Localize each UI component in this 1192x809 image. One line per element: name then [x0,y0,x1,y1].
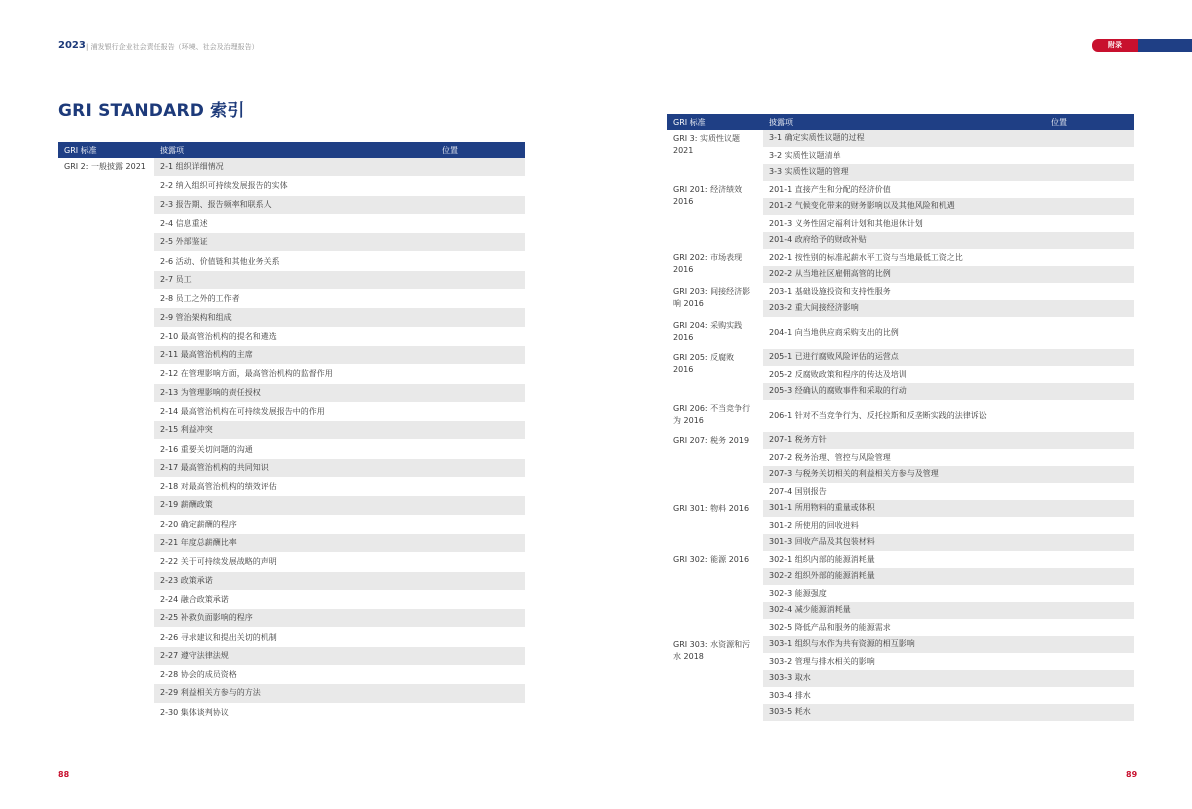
disclosure-cell: 302-1 组织内部的能源消耗量 [769,554,875,564]
disclosure-cell: 301-3 回收产品及其包装材料 [763,534,1045,551]
location-cell [436,402,525,421]
disclosure-cell: 201-2 气候变化带来的财务影响以及其他风险和机遇 [763,198,1045,215]
disclosure-cell: 2-3 报告期、报告频率和联系人 [154,196,436,215]
disclosure-cell: 2-6 活动、价值链和其他业务关系 [160,256,280,266]
section-tag-blue-bar [1138,39,1192,52]
gri-index-table-left [58,142,525,722]
location-cell [1045,317,1134,349]
disclosure-cell: 2-17 最高管治机构的共同知识 [154,459,436,478]
disclosure-cell: 2-11 最高管治机构的主席 [154,346,436,365]
location-cell [436,346,525,365]
location-cell [1045,466,1134,483]
disclosure-cell: 207-3 与税务关切相关的利益相关方参与及管理 [763,466,1045,483]
location-cell [1045,147,1134,164]
disclosure-cell: 302-4 减少能源消耗量 [763,602,1045,619]
location-cell [1045,215,1134,232]
gri-standard-cell: GRI 202: 市场表现 2016 [673,253,743,274]
location-cell [1045,500,1134,517]
disclosure-cell: 2-16 重要关切问题的沟通 [160,444,253,454]
location-cell [436,572,525,591]
header-standard: GRI 标准 [58,142,154,158]
location-cell [1045,704,1134,721]
location-cell [1045,551,1134,568]
location-cell [436,214,525,233]
disclosure-cell: 2-10 最高管治机构的提名和遴选 [160,331,277,341]
location-cell [436,196,525,215]
disclosure-cell: 202-2 从当地社区雇佣高管的比例 [763,266,1045,283]
disclosure-cell: 303-2 管理与排水相关的影响 [769,656,875,666]
disclosure-cell: 2-13 为管理影响的责任授权 [154,384,436,403]
location-cell [1045,349,1134,366]
location-cell [436,703,525,722]
disclosure-cell: 2-22 关于可持续发展战略的声明 [160,557,277,567]
table-row [667,432,1134,449]
gri-standard-cell: GRI 201: 经济绩效 2016 [673,185,743,206]
disclosure-cell: 3-1 确定实质性议题的过程 [763,130,1045,147]
location-cell [436,365,525,384]
disclosure-cell: 302-5 降低产品和服务的能源需求 [769,622,891,632]
page-number-right: 89 [1126,770,1138,779]
disclosure-cell: 201-4 政府给予的财政补贴 [763,232,1045,249]
location-cell [436,609,525,628]
disclosure-cell: 203-2 重大间接经济影响 [763,300,1045,317]
location-cell [436,290,525,309]
table-row [667,500,1134,517]
table-row [667,249,1134,266]
location-cell [1045,534,1134,551]
header-location: 位置 [1045,114,1134,130]
disclosure-cell: 303-3 取水 [763,670,1045,687]
location-cell [1045,366,1134,383]
location-cell [436,271,525,290]
disclosure-cell: 2-4 信息重述 [160,219,208,229]
gri-index-table-right [667,114,1134,722]
location-cell [436,177,525,196]
table-row [667,349,1134,366]
gri-standard-cell: GRI 203: 间接经济影响 2016 [673,287,751,308]
location-cell [436,515,525,534]
table-row [667,130,1134,147]
location-cell [1045,602,1134,619]
location-cell [436,421,525,440]
location-cell [436,666,525,685]
disclosure-cell: 2-9 管治架构和组成 [154,308,436,327]
disclosure-cell: 2-25 补救负面影响的程序 [154,609,436,628]
location-cell [1045,266,1134,283]
location-cell [1045,181,1134,198]
location-cell [436,252,525,271]
gri-standard-cell: GRI 205: 反腐败 2016 [673,353,735,374]
disclosure-cell: 303-5 耗水 [763,704,1045,721]
table-row [667,181,1134,198]
location-cell [436,647,525,666]
location-cell [436,553,525,572]
gri-standard-cell: GRI 2: 一般披露 2021 [64,162,146,171]
disclosure-cell: 2-18 对最高管治机构的绩效评估 [160,482,277,492]
location-cell [1045,164,1134,181]
disclosure-cell: 2-28 协会的成员资格 [160,670,237,680]
location-cell [436,327,525,346]
location-cell [436,308,525,327]
location-cell [436,628,525,647]
disclosure-cell: 2-2 纳入组织可持续发展报告的实体 [160,181,288,191]
gri-standard-cell: GRI 302: 能源 2016 [673,555,750,564]
disclosure-cell: 2-19 薪酬政策 [154,496,436,515]
disclosure-cell: 3-3 实质性议题的管理 [763,164,1045,181]
gri-standard-cell: GRI 207: 税务 2019 [673,436,750,445]
location-cell [436,158,525,177]
location-cell [436,478,525,497]
table-row [667,317,1134,349]
header-disclosure: 披露项 [763,114,1045,130]
disclosure-cell: 207-4 国别报告 [769,486,827,496]
disclosure-cell: 207-1 税务方针 [763,432,1045,449]
disclosure-cell: 205-3 经确认的腐败事件和采取的行动 [763,383,1045,400]
disclosure-cell: 2-1 组织详细情况 [154,158,436,177]
location-cell [1045,283,1134,300]
location-cell [436,496,525,515]
location-cell [1045,653,1134,670]
gri-standard-cell: GRI 204: 采购实践 2016 [673,321,743,342]
disclosure-cell: 302-2 组织外部的能源消耗量 [763,568,1045,585]
table-row [58,158,525,177]
location-cell [1045,300,1134,317]
table-header-row [667,114,1134,130]
disclosure-cell: 205-1 已进行腐败风险评估的运营点 [763,349,1045,366]
location-cell [1045,568,1134,585]
disclosure-cell: 2-5 外部鉴证 [154,233,436,252]
disclosure-cell: 2-14 最高管治机构在可持续发展报告中的作用 [160,407,325,416]
location-cell [436,684,525,703]
disclosure-cell: 2-8 员工之外的工作者 [160,294,240,304]
disclosure-cell: 2-30 集体谈判协议 [160,707,229,717]
disclosure-cell: 3-2 实质性议题清单 [769,150,841,160]
location-cell [1045,670,1134,687]
location-cell [1045,636,1134,653]
location-cell [1045,232,1134,249]
page-title: GRI STANDARD 索引 [58,101,245,121]
gri-standard-cell: GRI 303: 水资源和污水 2018 [673,640,751,661]
section-tag [1092,39,1192,52]
header-standard: GRI 标准 [667,114,763,130]
location-cell [1045,687,1134,704]
disclosure-cell: 201-1 直接产生和分配的经济价值 [769,184,891,194]
location-cell [1045,383,1134,400]
location-cell [1045,400,1134,432]
disclosure-cell: 301-1 所用物料的重量或体积 [763,500,1045,517]
section-tag-label: 附录 [1108,41,1122,49]
location-cell [436,459,525,478]
gri-standard-cell: GRI 301: 物料 2016 [673,504,750,513]
location-cell [1045,619,1134,636]
location-cell [1045,449,1134,466]
disclosure-cell: 303-4 排水 [769,690,811,700]
disclosure-cell: 2-7 员工 [154,271,436,290]
location-cell [436,233,525,252]
disclosure-cell: 2-21 年度总薪酬比率 [154,534,436,553]
disclosure-cell: 2-24 融合政策承诺 [160,594,229,604]
disclosure-cell: 203-1 基础设施投资和支持性服务 [769,286,891,296]
table-row [667,636,1134,653]
disclosure-cell: 303-1 组织与水作为共有资源的相互影响 [763,636,1045,653]
location-cell [1045,198,1134,215]
location-cell [1045,585,1134,602]
disclosure-cell: 204-1 向当地供应商采购支出的比例 [769,328,899,338]
disclosure-cell: 2-12 在管理影响方面，最高管治机构的监督作用 [160,369,333,379]
location-cell [1045,432,1134,449]
location-cell [436,384,525,403]
disclosure-cell: 301-2 所使用的回收进料 [769,520,859,530]
disclosure-cell: 2-26 寻求建议和提出关切的机制 [160,632,277,642]
disclosure-cell: 2-29 利益相关方参与的方法 [154,684,436,703]
location-cell [1045,517,1134,534]
disclosure-cell: 201-3 义务性固定福利计划和其他退休计划 [769,218,923,228]
disclosure-cell: 2-27 遵守法律法规 [154,647,436,666]
gri-standard-cell: GRI 206: 不当竞争行为 2016 [673,404,751,425]
disclosure-cell: 2-23 政策承诺 [154,572,436,591]
disclosure-cell: 202-1 按性别的标准起薪水平工资与当地最低工资之比 [769,252,963,262]
location-cell [1045,130,1134,147]
gri-standard-cell: GRI 3: 实质性议题 2021 [673,134,740,155]
disclosure-cell: 2-20 确定薪酬的程序 [160,519,237,529]
table-row [667,400,1134,432]
header-location: 位置 [436,142,525,158]
location-cell [436,440,525,459]
disclosure-cell: 2-15 利益冲突 [154,421,436,440]
disclosure-cell: 206-1 针对不当竞争行为、反托拉斯和反垄断实践的法律诉讼 [769,411,987,421]
report-title: | 浦发银行企业社会责任报告（环境、社会及治理报告） [86,43,259,51]
header-disclosure: 披露项 [154,142,436,158]
disclosure-cell: 302-3 能源强度 [769,588,827,598]
page-number-left: 88 [58,770,70,779]
table-row [667,283,1134,300]
location-cell [436,534,525,553]
table-header-row [58,142,525,158]
location-cell [1045,483,1134,500]
disclosure-cell: 207-2 税务治理、管控与风险管理 [769,452,891,462]
disclosure-cell: 205-2 反腐败政策和程序的传达及培训 [769,369,907,379]
table-row [667,551,1134,568]
location-cell [1045,249,1134,266]
location-cell [436,590,525,609]
report-year: 2023 [58,40,86,51]
